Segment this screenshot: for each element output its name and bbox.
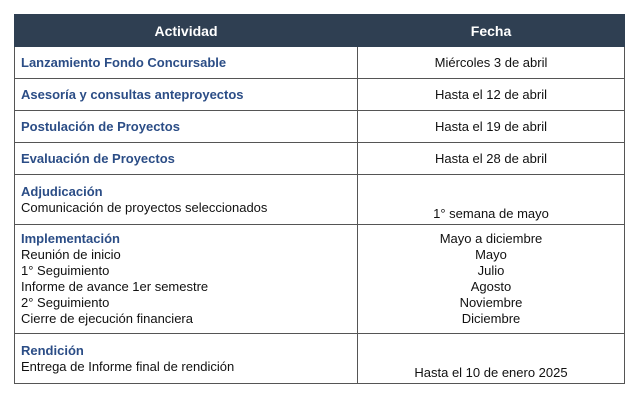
activity-cell [15,79,358,111]
activity-cell [15,334,358,384]
date-cell: 1° semana de mayo [358,175,625,225]
header-date: Fecha [358,15,625,47]
table-row [15,79,625,111]
schedule-table [14,14,625,384]
date-cell: Hasta el 28 de abril [358,143,625,175]
header-activity: Actividad [15,15,358,47]
date-cell: Hasta el 10 de enero 2025 [358,334,625,384]
date-cell: Hasta el 19 de abril [358,111,625,143]
activity-cell [15,47,358,79]
table-row [15,143,625,175]
date-range: Mayo a diciembre [439,231,543,246]
activity-title: Postulación de Proyectos [21,118,180,134]
table-row [15,334,625,384]
item-date: Noviembre [459,295,523,310]
activity-cell [15,175,358,225]
item-date: Agosto [470,279,512,294]
activity-subtitle: Comunicación de proyectos seleccionados [21,199,268,215]
activity-title: Adjudicación [21,183,103,199]
activity-cell [15,143,358,175]
date-cell: Miércoles 3 de abril [358,47,625,79]
activity-item: 1° Seguimiento [21,263,110,278]
activity-cell [15,111,358,143]
table-row [15,47,625,79]
activity-title: Evaluación de Proyectos [21,150,175,166]
activity-subtitle: Entrega de Informe final de rendición [21,358,235,374]
table-row [15,175,625,225]
table-header-row [15,15,625,47]
item-date: Diciembre [461,311,521,326]
item-date: Julio [477,263,505,278]
table-row [15,111,625,143]
activity-title: Implementación [21,231,120,246]
activity-title: Rendición [21,342,84,358]
date-cell: Hasta el 12 de abril [358,79,625,111]
activity-item: Informe de avance 1er semestre [21,279,209,294]
table-row [15,225,625,334]
activity-title: Asesoría y consultas anteproyectos [21,86,244,102]
item-date: Mayo [475,247,507,262]
date-cell [358,225,625,334]
schedule-table-wrapper [14,14,624,384]
activity-item: Reunión de inicio [21,247,121,262]
activity-item: 2° Seguimiento [21,295,110,310]
activity-cell [15,225,358,334]
activity-title: Lanzamiento Fondo Concursable [21,54,227,70]
activity-item: Cierre de ejecución financiera [21,311,193,326]
